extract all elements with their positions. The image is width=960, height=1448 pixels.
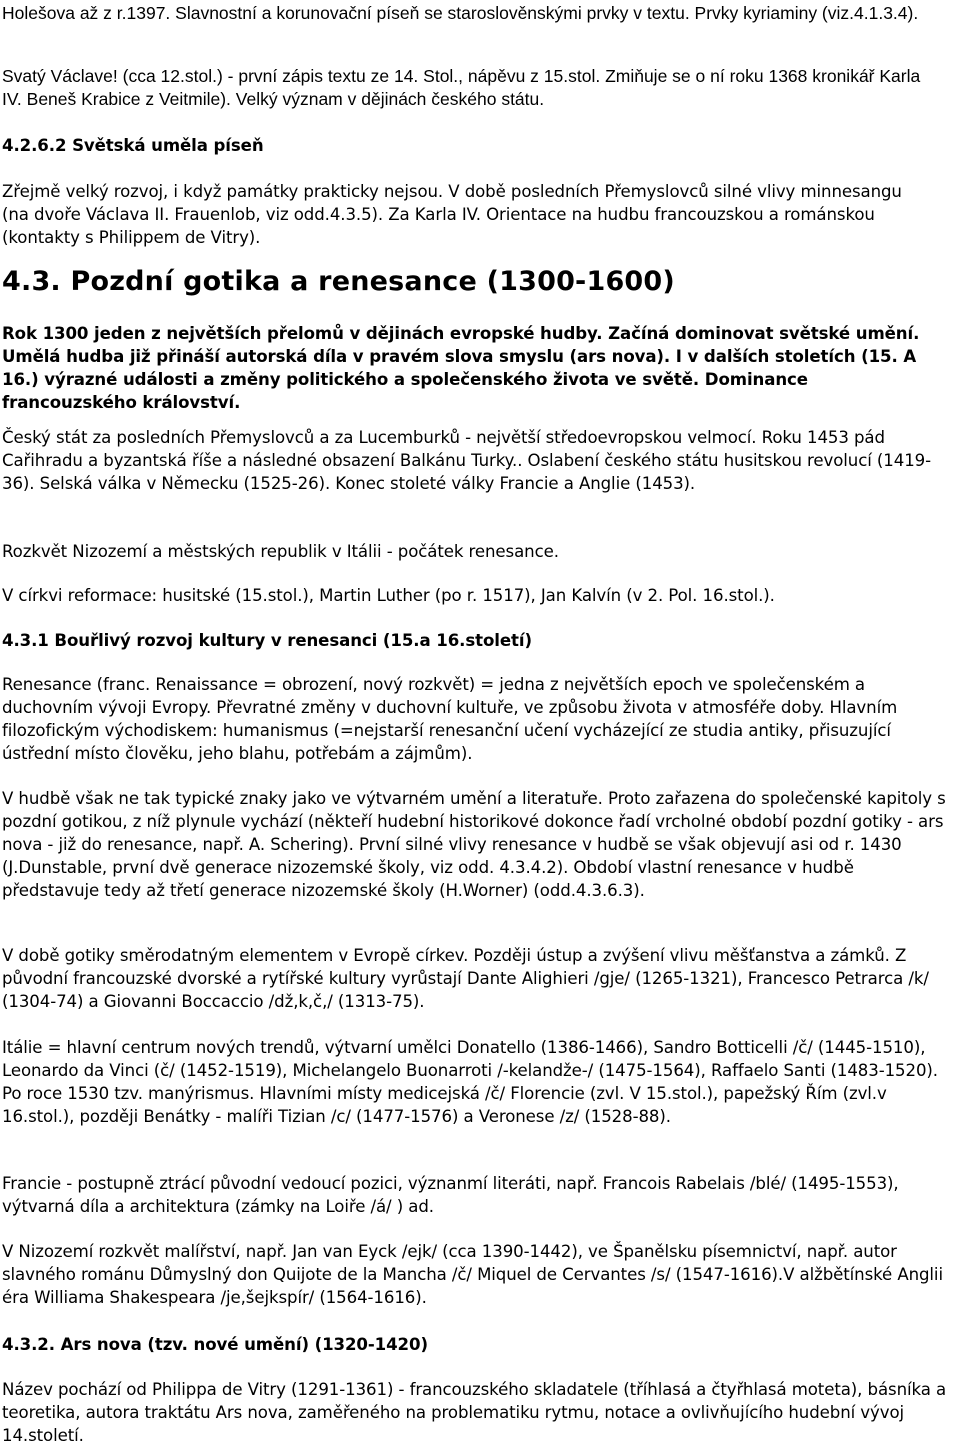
section-4-3-lead: Rok 1300 jeden z největších přelomů v dějinách evropské hudby. Začíná dominovat světské umění. Umělá hudba již přináší autorská díla v pravém slova smyslu (ars nova). I v dalších stoletích (15. A 16.) výrazné události a změny politického a společenského života ve světě. Dominance francouzského království. — [2, 324, 920, 412]
section-heading-4-3-2: 4.3.2. Ars nova (tzv. nové umění) (1320-1420) — [2, 1335, 428, 1354]
section-4-3-2-paragraph-1: Název pochází od Philippa de Vitry (1291-1361) - francouzského skladatele (tříhlasá a čtyřhlasá moteta), básníka a teoretika, autora traktátu Ars nova, zaměřeného na problematiku rytmu, notace a ovlivňujícího hudební vývoj 14.století. — [2, 1380, 947, 1445]
intro-paragraph-1: Holešova až z r.1397. Slavnostní a korunovační píseň se staroslověnskými prvky v textu. Prvky kyriaminy (viz.4.1.3.4). — [2, 3, 919, 23]
section-4-3-1-paragraph-2: V hudbě však ne tak typické znaky jako ve výtvarném umění a literatuře. Proto zařazena do společenské kapitoly s pozdní gotikou, z níž plynule vychází (někteří hudební historikové dokonce řadí vrcholné období pozdní gotiky - ars nova - již do renesance, např. A. Schering). První silné vlivy renesance v hudbě se však objevují asi od r. 1430 (J.Dunstable, první dvě generace nizozemské školy, viz odd. 4.3.4.2). Období vlastní renesance v hudbě představuje tedy až třetí generace nizozemské školy (H.Worner) (odd.4.3.6.3). — [2, 789, 946, 900]
section-4-3-paragraph-3: V církvi reformace: husitské (15.stol.), Martin Luther (po r. 1517), Jan Kalvín (v 2. Pol. 16.stol.). — [2, 586, 775, 605]
section-heading-4-2-6-2: 4.2.6.2 Světská uměla píseň — [2, 136, 264, 155]
section-heading-4-3: 4.3. Pozdní gotika a renesance (1300-1600) — [2, 266, 675, 297]
intro-paragraph-2: Svatý Václave! (cca 12.stol.) - první zápis textu ze 14. Stol., nápěvu z 15.stol. Zmiňuje se o ní roku 1368 kronikář Karla IV. Beneš Krabice z Veitmile). Velký význam v dějinách českého státu. — [2, 66, 921, 109]
section-heading-4-3-1: 4.3.1 Bouřlivý rozvoj kultury v renesanci (15.a 16.století) — [2, 631, 532, 650]
section-4-3-1-paragraph-5: Francie - postupně ztrácí původní vedoucí pozici, význanmí literáti, např. Francois Rabelais /blé/ (1495-1553), výtvarná díla a architektura (zámky na Loiře /á/ ) ad. — [2, 1174, 899, 1216]
section-4-3-paragraph-1: Český stát za posledních Přemyslovců a za Lucemburků - největší středoevropskou velmocí. Roku 1453 pád Cařihradu a byzantská říše a následné obsazení Balkánu Turky.. Oslabení českého státu husitskou revolucí (1419-36). Selská válka v Německu (1525-26). Konec stoleté války Francie a Anglie (1453). — [2, 428, 932, 493]
section-4-2-6-2-paragraph: Zřejmě velký rozvoj, i když památky prakticky nejsou. V době posledních Přemyslovců silné vlivy minnesangu (na dvoře Václava II. Frauenlob, viz odd.4.3.5). Za Karla IV. Orientace na hudbu francouzskou a románskou (kontakty s Philippem de Vitry). — [2, 182, 902, 247]
section-4-3-1-paragraph-1: Renesance (franc. Renaissance = obrození, nový rozkvět) = jedna z největších epoch ve společenském a duchovním vývoji Evropy. Převratné změny v duchovní kultuře, ve způsobu života v atmosféře doby. Hlavním filozofickým východiskem: humanismus (=nejstarší renesanční učení vycházející ze studia antiky, přisuzující ústřední místo člověku, jeho blahu, potřebám a zájmům). — [2, 675, 898, 763]
section-4-3-1-paragraph-4: Itálie = hlavní centrum nových trendů, výtvarní umělci Donatello (1386-1466), Sandro Botticelli /č/ (1445-1510), Leonardo da Vinci (č/ (1452-1519), Michelangelo Buonarroti /-kelandže-/ (1475-1564), Raffaelo Santi (1483-1520). Po roce 1530 tzv. manýrismus. Hlavními místy medicejská /č/ Florencie (zvl. V 15.stol.), papežský Řím (zvl.v 16.stol.), později Benátky - malíři Tizian /c/ (1477-1576) a Veronese /z/ (1528-88). — [2, 1038, 938, 1126]
section-4-3-1-paragraph-6: V Nizozemí rozkvět malířství, např. Jan van Eyck /ejk/ (cca 1390-1442), ve Španělsku písemnictví, např. autor slavného románu Důmyslný don Quijote de la Mancha /č/ Miquel de Cervantes /s/ (1547-1616).V alžbětínské Anglii éra Williama Shakespeara /je,šejkspír/ (1564-1616). — [2, 1242, 943, 1307]
section-4-3-1-paragraph-3: V době gotiky směrodatným elementem v Evropě církev. Později ústup a zvýšení vlivu měšťanstva a zámků. Z původní francouzské dvorské a rytířské kultury vyrůstají Dante Alighieri /gje/ (1265-1321), Francesco Petrarca /k/ (1304-74) a Giovanni Boccaccio /dž,k,č,/ (1313-75). — [2, 946, 929, 1011]
section-4-3-paragraph-2: Rozkvět Nizozemí a městských republik v Itálii - počátek renesance. — [2, 542, 559, 561]
